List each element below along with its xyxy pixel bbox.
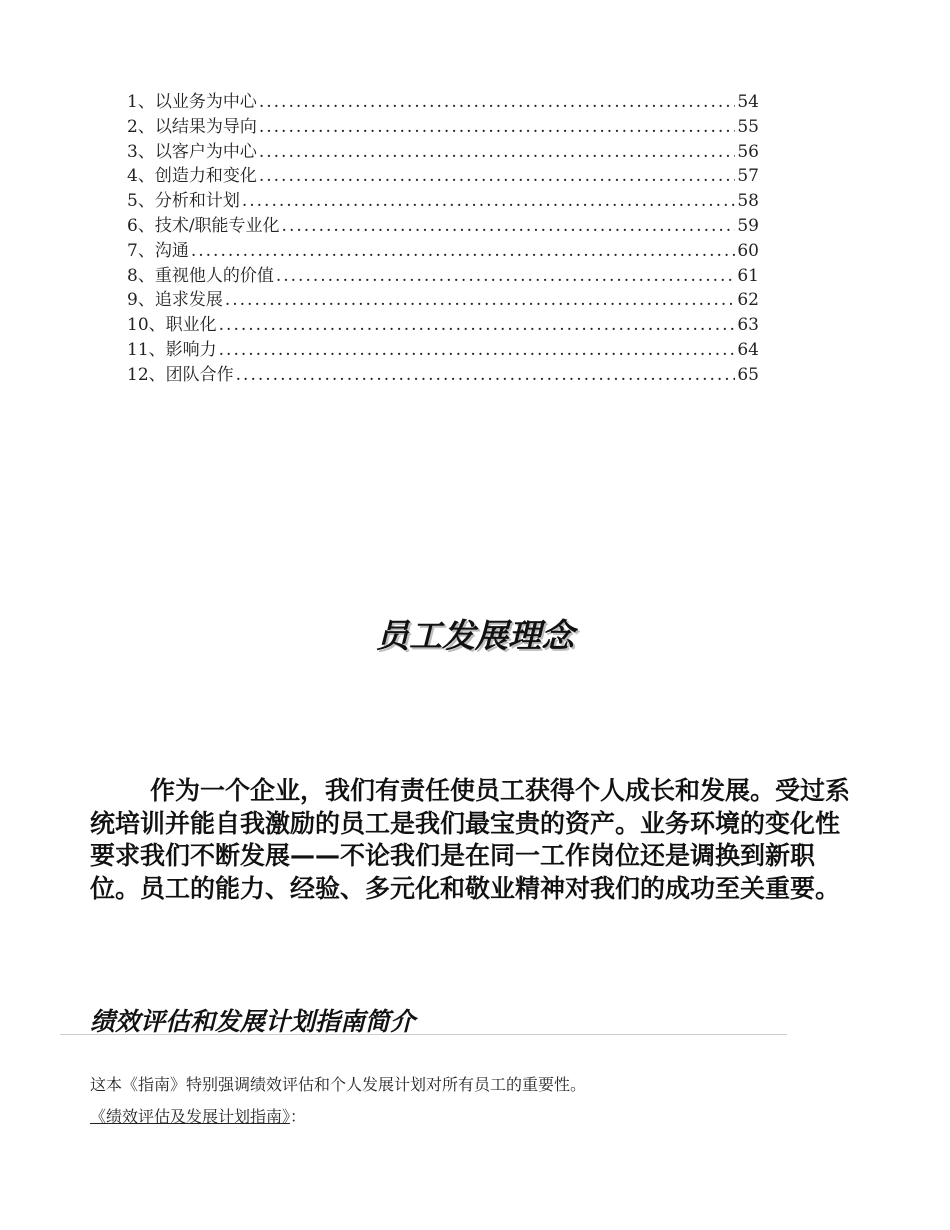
toc-entry-page: 61 — [737, 265, 759, 286]
toc-leader-dots — [282, 214, 736, 239]
toc-entry[interactable] — [127, 214, 759, 239]
toc-leader-dots — [219, 338, 736, 363]
toc-entry[interactable] — [127, 313, 759, 338]
toc-leader-dots — [259, 115, 736, 140]
toc-entry-page: 62 — [737, 290, 759, 311]
toc-entry-page: 58 — [737, 191, 759, 212]
toc-leader-dots — [191, 239, 736, 264]
toc-leader-dots — [219, 313, 736, 338]
toc-entry-page: 59 — [737, 215, 759, 236]
table-of-contents — [127, 90, 759, 388]
section-heading: 绩效评估和发展计划指南简介 — [90, 1007, 416, 1036]
toc-leader-dots — [242, 189, 736, 214]
toc-entry[interactable] — [127, 90, 759, 115]
intro-paragraph: 作为一个企业，我们有责任使员工获得个人成长和发展。受过系统培训并能自我激励的员工是我们最宝贵的资产。业务环境的变化性要求我们不断发展——不论我们是在同一工作岗位还是调换到新职位。员工的能力、经验、多元化和敬业精神对我们的成功至关重要。 — [90, 776, 851, 903]
toc-entry[interactable] — [127, 363, 759, 388]
toc-leader-dots — [236, 363, 736, 388]
toc-entry[interactable] — [127, 288, 759, 313]
toc-leader-dots — [259, 164, 736, 189]
toc-entry-label: 8、重视他人的价值 — [127, 265, 274, 286]
toc-entry-page: 60 — [737, 240, 759, 261]
page-title: 员工发展理念 — [376, 616, 574, 656]
guide-link-suffix: ： — [290, 1107, 307, 1126]
guide-reference-line — [90, 1104, 306, 1127]
toc-entry[interactable] — [127, 115, 759, 140]
toc-leader-dots — [259, 90, 736, 115]
toc-entry-page: 63 — [737, 315, 759, 336]
section-body-text: 这本《指南》特别强调绩效评估和个人发展计划对所有员工的重要性。 — [90, 1075, 587, 1094]
toc-entry-page: 56 — [737, 141, 759, 162]
toc-entry-label: 2、以结果为导向 — [127, 116, 257, 137]
toc-entry-page: 55 — [737, 116, 759, 137]
toc-entry-label: 1、以业务为中心 — [127, 92, 257, 112]
toc-entry-label: 4、创造力和变化 — [127, 166, 257, 187]
toc-entry-page: 57 — [737, 166, 759, 187]
section-divider — [60, 1034, 787, 1035]
toc-entry-page: 65 — [737, 364, 759, 385]
toc-entry-label: 11、影响力 — [127, 339, 217, 360]
toc-entry-label: 10、职业化 — [127, 315, 217, 336]
toc-entry-page: 54 — [737, 92, 759, 112]
toc-entry-label: 5、分析和计划 — [127, 191, 240, 212]
toc-leader-dots — [276, 264, 736, 289]
toc-entry[interactable] — [127, 239, 759, 264]
toc-entry-label: 6、技术/职能专业化 — [127, 215, 280, 236]
toc-entry-label: 12、团队合作 — [127, 364, 234, 385]
toc-leader-dots — [225, 288, 736, 313]
toc-entry[interactable] — [127, 338, 759, 363]
guide-link[interactable]: 《绩效评估及发展计划指南》 — [90, 1107, 291, 1126]
toc-entry-label: 7、沟通 — [127, 240, 189, 261]
toc-entry[interactable] — [127, 164, 759, 189]
toc-entry-label: 3、以客户为中心 — [127, 141, 257, 162]
toc-entry-page: 64 — [737, 339, 759, 360]
toc-entry-label: 9、追求发展 — [127, 290, 223, 311]
toc-entry[interactable] — [127, 264, 759, 289]
toc-entry[interactable] — [127, 140, 759, 165]
toc-entry[interactable] — [127, 189, 759, 214]
toc-leader-dots — [259, 140, 736, 165]
